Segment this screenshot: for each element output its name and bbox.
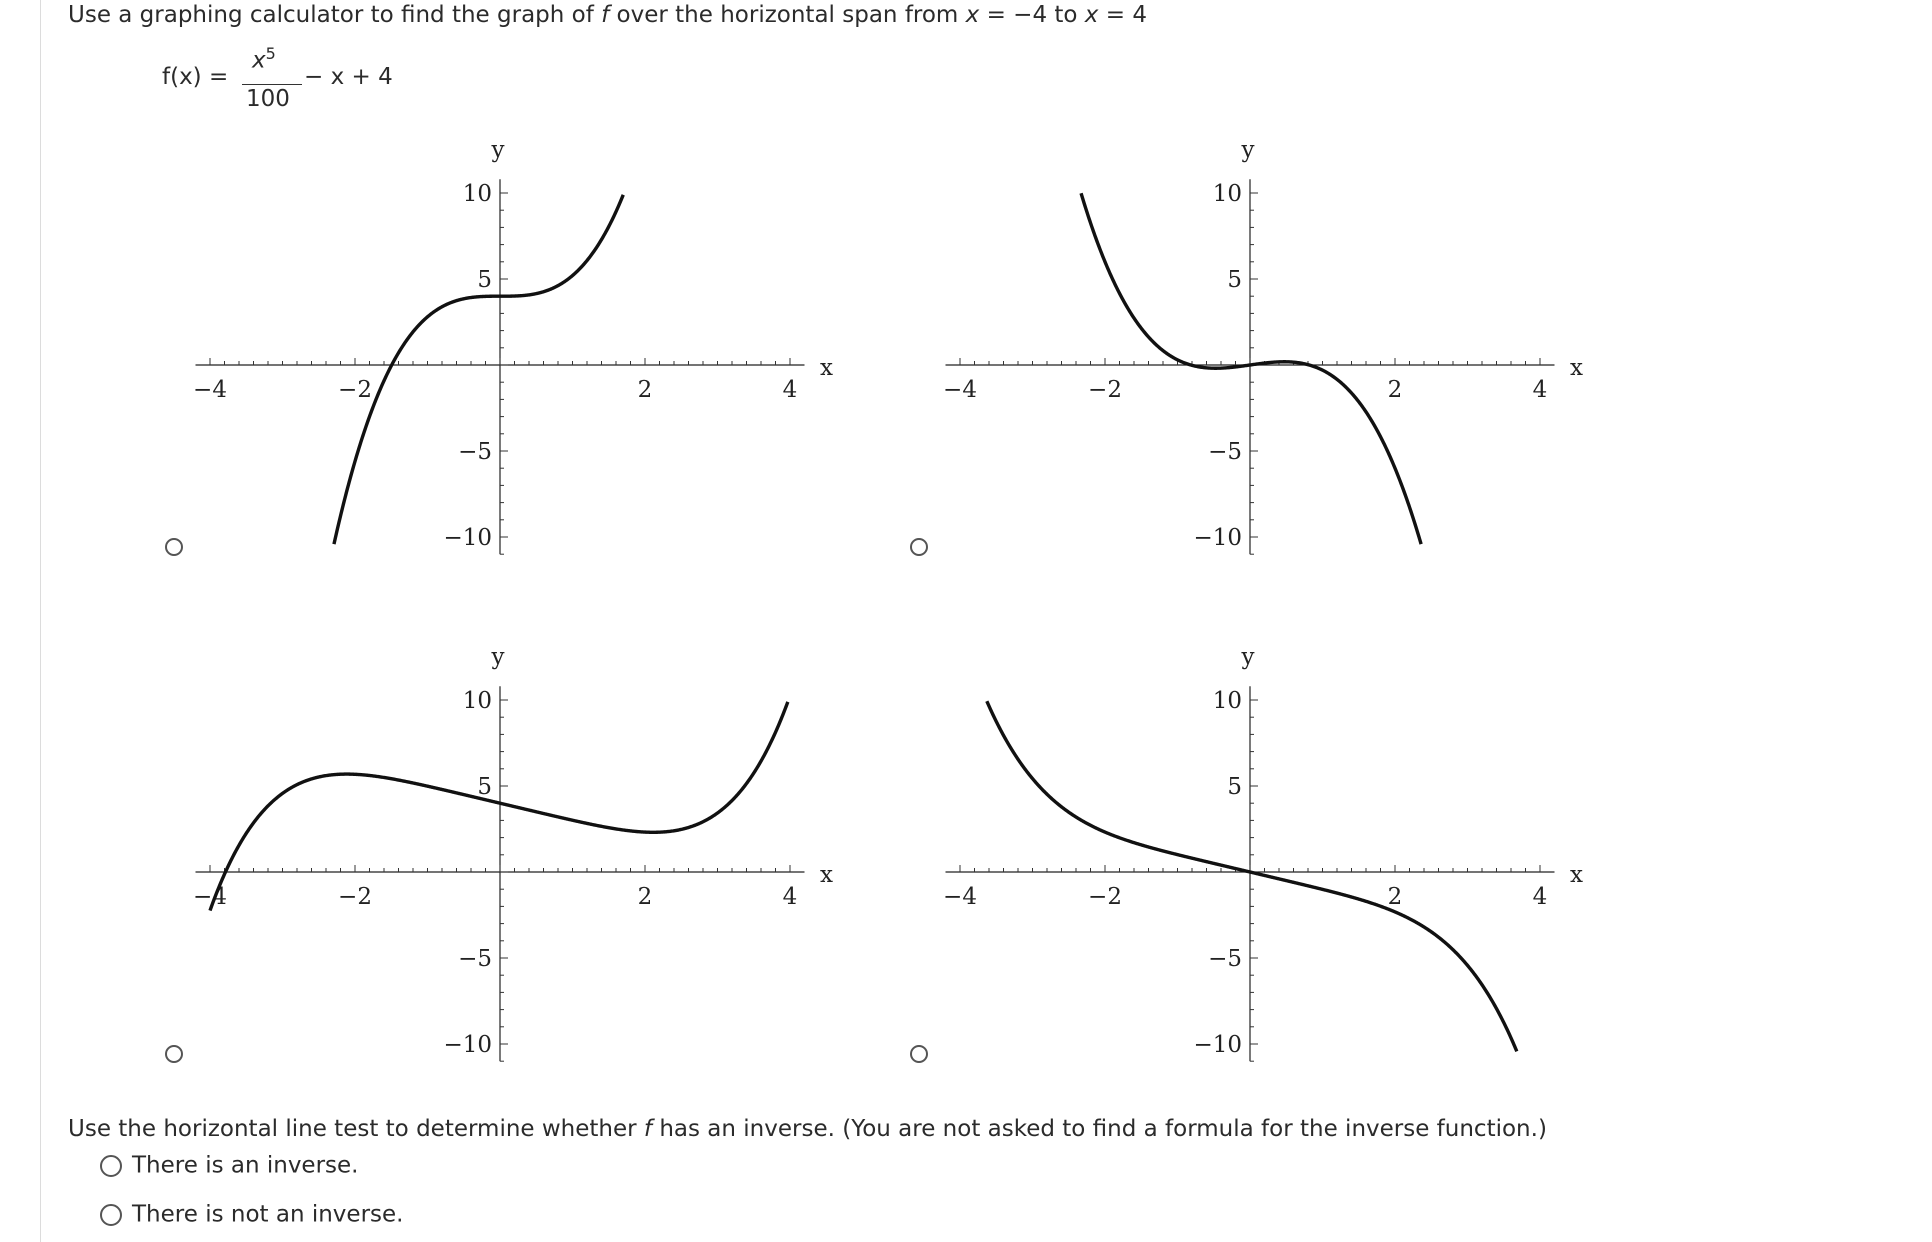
formula-lhs: f(x) = [162,64,229,90]
y-tick-label: −10 [1193,525,1242,551]
graph-option-c [180,642,840,1072]
y-tick-label: −5 [458,946,492,972]
x-tick-label: 4 [1532,884,1548,910]
radio-graph-c[interactable] [165,1045,183,1063]
x-tick-label: −2 [338,377,372,403]
function-curve [334,195,623,544]
y-tick-label: 10 [462,181,492,207]
left-border [40,0,41,1242]
x-tick-label: −2 [1088,884,1122,910]
x-tick-label: 2 [637,377,653,403]
x-axis-label: x [820,862,833,888]
radio-graph-b[interactable] [910,538,928,556]
x-axis-label: x [1570,862,1583,888]
x-axis-label: x [820,355,833,381]
y-tick-label: −10 [443,525,492,551]
y-tick-label: 10 [1212,688,1242,714]
graph-option-a [180,135,840,565]
radio-graph-d[interactable] [910,1045,928,1063]
y-axis-label: y [1241,644,1255,670]
option-has-inverse[interactable] [100,1152,359,1179]
y-tick-label: 5 [477,267,492,293]
question-text: Use a graphing calculator to find the graph of f over the horizontal span from x = −4 to x = 4 [68,2,1147,28]
function-curve [987,701,1517,1051]
formula-denominator: 100 [246,86,290,112]
y-tick-label: 5 [1227,774,1242,800]
y-tick-label: −5 [1208,439,1242,465]
option-no-inverse[interactable] [100,1201,403,1228]
option-no-inverse-label: There is not an inverse. [132,1201,404,1228]
y-tick-label: −10 [443,1032,492,1058]
x-tick-label: 4 [782,377,798,403]
x-tick-label: −4 [193,884,227,910]
y-tick-label: 5 [477,774,492,800]
x-tick-label: −2 [1088,377,1122,403]
radio-has-inverse[interactable] [100,1155,122,1177]
x-tick-label: 2 [1387,884,1403,910]
option-has-inverse-label: There is an inverse. [132,1152,359,1179]
x-tick-label: −2 [338,884,372,910]
y-tick-label: −5 [458,439,492,465]
inverse-question-text: Use the horizontal line test to determine whether f has an inverse. (You are not asked to find a formula for the inverse function.) [68,1116,1547,1142]
x-tick-label: −4 [943,377,977,403]
y-axis-label: y [491,137,505,163]
x-tick-label: 4 [782,884,798,910]
x-tick-label: 4 [1532,377,1548,403]
x-tick-label: −4 [193,377,227,403]
y-tick-label: −5 [1208,946,1242,972]
radio-no-inverse[interactable] [100,1204,122,1226]
x-tick-label: 2 [637,884,653,910]
y-tick-label: −10 [1193,1032,1242,1058]
y-tick-label: 10 [462,688,492,714]
function-curve [1081,193,1421,544]
x-axis-label: x [1570,355,1583,381]
radio-graph-a[interactable] [165,538,183,556]
fraction-bar [242,84,302,85]
graph-option-b [930,135,1590,565]
y-tick-label: 5 [1227,267,1242,293]
x-tick-label: 2 [1387,377,1403,403]
graph-option-d [930,642,1590,1072]
y-axis-label: y [1241,137,1255,163]
y-tick-label: 10 [1212,181,1242,207]
formula-rest: − x + 4 [304,64,393,90]
y-axis-label: y [491,644,505,670]
function-curve [210,702,788,911]
x-tick-label: −4 [943,884,977,910]
formula-numerator: $x^5$ [252,44,276,74]
